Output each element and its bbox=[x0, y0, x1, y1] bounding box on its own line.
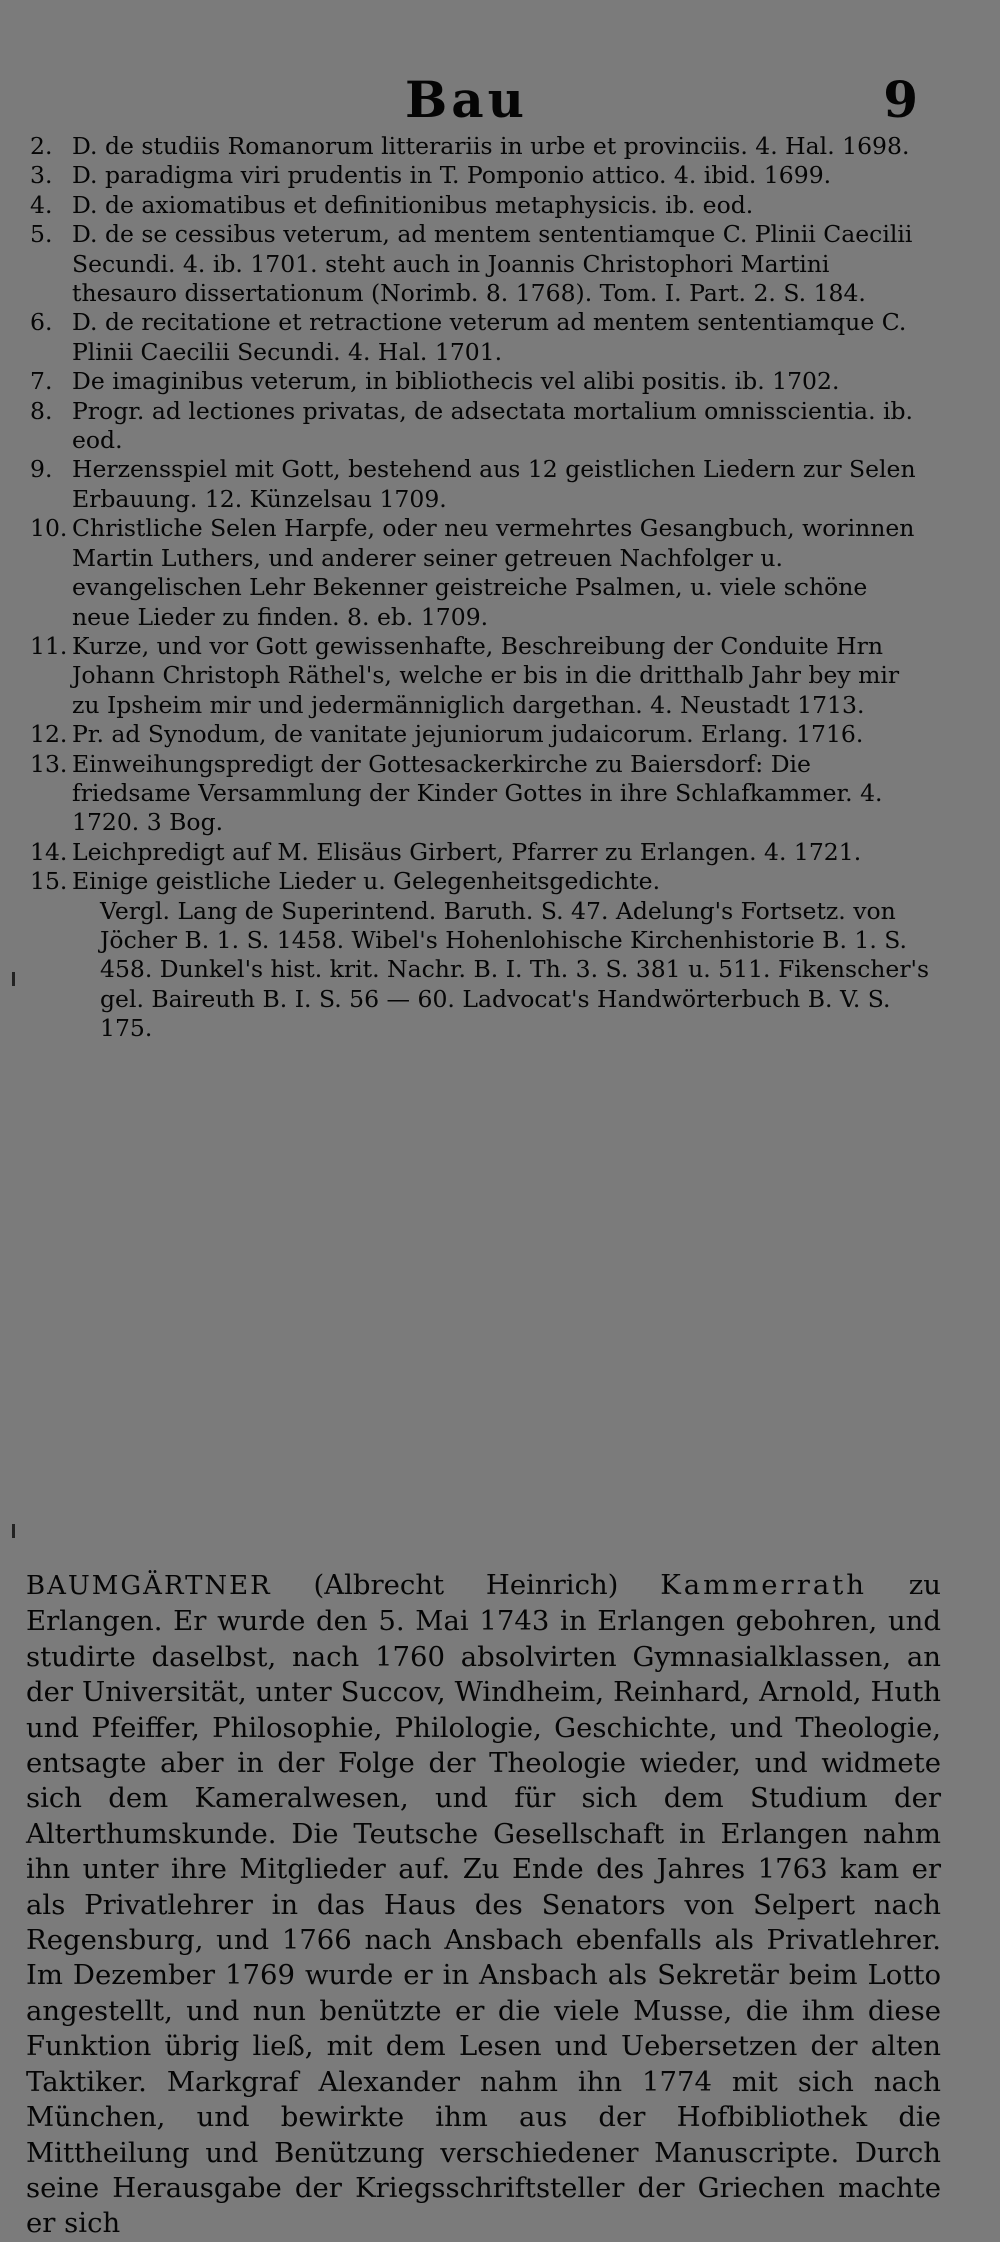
entry-number: 5. bbox=[30, 220, 53, 249]
biography-article bbox=[26, 1568, 941, 2242]
entry-text: D. de studiis Romanorum litterariis in urbe et provinciis. 4. Hal. 1698. bbox=[72, 132, 910, 160]
entry-text: D. de axiomatibus et definitionibus metaphysicis. ib. eod. bbox=[72, 190, 754, 219]
entry-number: 9. bbox=[30, 455, 53, 484]
bibliography-entry bbox=[30, 308, 930, 367]
running-head bbox=[0, 70, 1000, 130]
margin-mark bbox=[12, 972, 15, 986]
entry-number: 13. bbox=[30, 749, 68, 778]
entry-text: Herzensspiel mit Gott, bestehend aus 12 geistlichen Liedern zur Selen Erbauung. 12. Künzelsau 1709. bbox=[72, 455, 916, 513]
bibliography-entry bbox=[30, 750, 930, 838]
entry-text: D. paradigma viri prudentis in T. Pomponio attico. 4. ibid. 1699. bbox=[72, 161, 832, 190]
entry-text: Einweihungspredigt der Gottesackerkirche zu Baiersdorf: Die friedsame Versammlung der Kinder Gottes in ihre Schlafkammer. 4. 1720. 3 Bog. bbox=[72, 749, 883, 837]
entry-text: Progr. ad lectiones privatas, de adsectata mortalium omnisscientia. ib. eod. bbox=[72, 396, 914, 455]
entry-number: 6. bbox=[30, 308, 53, 337]
bibliography-entry bbox=[30, 132, 930, 161]
bibliography-list bbox=[30, 132, 930, 1044]
running-title: Bau bbox=[405, 70, 529, 129]
bibliography-entry bbox=[30, 455, 930, 514]
entry-text: Christliche Selen Harpfe, oder neu vermehrtes Gesangbuch, worinnen Martin Luthers, und anderer seiner getreuen Nachfolger u. evangelischen Lehr Bekenner geistreiche Psalmen, u. viele schöne neue Lieder zu finden. 8. eb. 1709. bbox=[72, 514, 915, 631]
bibliography-entry bbox=[30, 191, 930, 220]
entry-text: Einige geistliche Lieder u. Gelegenheitsgedichte. bbox=[72, 867, 661, 896]
bibliography-entry bbox=[30, 367, 930, 396]
bibliography-entry bbox=[30, 397, 930, 456]
entry-text: D. de recitatione et retractione veterum ad mentem sententiamque C. Plinii Caecilii Secundi. 4. Hal. 1701. bbox=[72, 308, 907, 366]
entry-number: 14. bbox=[30, 837, 68, 866]
entry-number: 12. bbox=[30, 720, 68, 749]
page-number: 9 bbox=[883, 70, 918, 129]
bibliography-entry bbox=[30, 838, 930, 867]
entry-number: 4. bbox=[30, 190, 53, 219]
references-note: Vergl. Lang de Superintend. Baruth. S. 47. Adelung's Fortsetz. von Jöcher B. 1. S. 1458. Wibel's Hohenlohische Kirchenhistorie B. 1. S. 458. Dunkel's hist. krit. Nachr. B. I. Th. 3. S. 381 u. 511. Fikenscher's gel. Baireuth B. I. S. 56 — 60. Ladvocat's Handwörterbuch B. V. S. 175. bbox=[100, 896, 930, 1043]
entry-number: 15. bbox=[30, 867, 68, 896]
entry-number: 7. bbox=[30, 367, 53, 396]
article-headword: BAUMGÄRTNER bbox=[26, 1571, 272, 1601]
margin-mark bbox=[12, 1524, 15, 1538]
entry-number: 11. bbox=[30, 631, 68, 660]
article-title: Kammerrath bbox=[660, 1569, 868, 1601]
bibliography-entry bbox=[30, 867, 930, 896]
entry-text: Kurze, und vor Gott gewissenhafte, Beschreibung der Conduite Hrn Johann Christoph Räthel's, welche er bis in die dritthalb Jahr bey mir zu Ipsheim mir und jedermänniglich dargethan. 4. Neustadt 1713. bbox=[72, 631, 900, 719]
entry-text: De imaginibus veterum, in bibliothecis vel alibi positis. ib. 1702. bbox=[72, 367, 840, 396]
bibliography-entry bbox=[30, 161, 930, 190]
bibliography-entry bbox=[30, 720, 930, 749]
bibliography-entry bbox=[30, 632, 930, 720]
entry-text: Leichpredigt auf M. Elisäus Girbert, Pfarrer zu Erlangen. 4. 1721. bbox=[72, 837, 862, 866]
article-given-names: (Albrecht Heinrich) bbox=[313, 1569, 619, 1601]
bibliography-entry bbox=[30, 220, 930, 308]
entry-number: 2. bbox=[30, 132, 53, 160]
bibliography-entry bbox=[30, 514, 930, 632]
entry-number: 8. bbox=[30, 396, 53, 425]
article-body: zu Erlangen. Er wurde den 5. Mai 1743 in Erlangen gebohren, und studirte daselbst, nach 1760 absolvirten Gymnasialklassen, an der Universität, unter Succov, Windheim, Reinhard, Arnold, Huth und Pfeiffer, Philosophie, Philologie, Geschichte, und Theologie, entsagte aber in der Folge der Theologie wieder, und widmete sich dem Kameralwesen, und für sich dem Studium der Alterthumskunde. Die Teutsche Gesellschaft in Erlangen nahm ihn unter ihre Mitglieder auf. Zu Ende des Jahres 1763 kam er als Privatlehrer in das Haus des Senators von Selpert nach Regensburg, und 1766 nach Ansbach ebenfalls als Privatlehrer. Im Dezember 1769 wurde er in Ansbach als Sekretär beim Lotto angestellt, und nun benützte er die viele Musse, die ihm diese Funktion übrig ließ, mit dem Lesen und Uebersetzen der alten Taktiker. Markgraf Alexander nahm ihn 1774 mit sich nach München, und bewirkte ihm aus der Hofbibliothek die Mittheilung und Benützung verschiedener Manuscripte. Durch seine Herausgabe der Kriegsschriftsteller der Griechen machte er sich bbox=[26, 1569, 941, 2240]
entry-number: 10. bbox=[30, 514, 68, 543]
entry-text: Pr. ad Synodum, de vanitate jejuniorum judaicorum. Erlang. 1716. bbox=[72, 720, 864, 749]
entry-text: D. de se cessibus veterum, ad mentem sententiamque C. Plinii Caecilii Secundi. 4. ib. 1701. steht auch in Joannis Christophori Martini thesauro dissertationum (Norimb. 8. 1768). Tom. I. Part. 2. S. 184. bbox=[72, 220, 913, 308]
entry-number: 3. bbox=[30, 161, 53, 190]
